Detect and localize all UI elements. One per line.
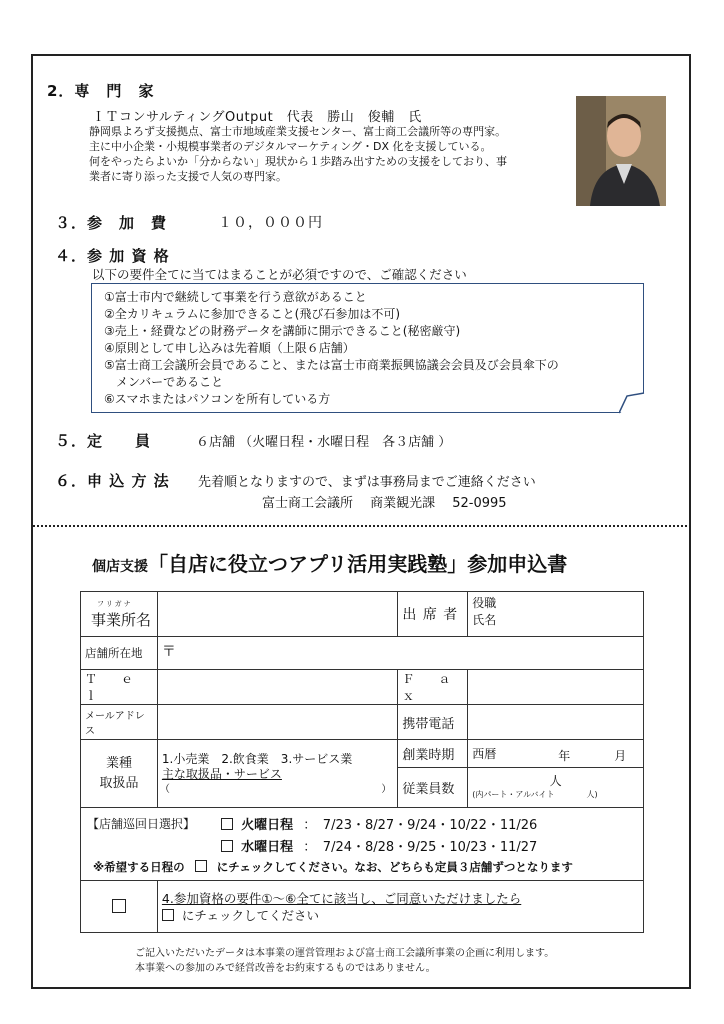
eligibility-item: ④原則として申し込みは先着順（上限６店舗）	[104, 341, 355, 355]
industry-label: 業種 取扱品	[81, 740, 158, 808]
wednesday-dates: ： 7/24・8/28・9/25・10/23・11/27	[303, 840, 538, 855]
tuesday-dates: ： 7/23・8/27・9/24・10/22・11/26	[303, 818, 538, 833]
tuesday-checkbox[interactable]	[221, 818, 233, 830]
email-label: メールアドレス	[81, 705, 158, 740]
footer-note-2: 本事業への参加のみで経営改善をお約束するものではありません。	[135, 963, 436, 974]
business-name-field[interactable]	[157, 592, 397, 637]
employees-field[interactable]: 人 (内パート・アルバイト 人)	[468, 768, 644, 808]
section-fee-heading: ３．参 加 費	[55, 214, 168, 232]
industry-options: 1.小売業 2.飲食業 3.サービス業	[161, 751, 353, 766]
schedule-note: ※希望する日程の にチェックしてください。なお、どちらも定員３店舗ずつとなります	[93, 860, 573, 874]
business-name-label: フリガナ 事業所名	[81, 592, 158, 637]
role-label: 役職	[472, 596, 497, 610]
furigana-label: フリガナ	[97, 599, 133, 608]
agreement-text: 4.参加資格の要件①～⑥全てに該当し、ご同意いただけましたら にチェックしてください	[157, 881, 643, 933]
capacity-value: ６店舗 （火曜日程・水曜日程 各３店舗 ）	[196, 435, 452, 450]
eligibility-item: ⑤富士商工会議所会員であること、または富士市商業振興協議会会員及び会員傘下の	[104, 358, 559, 372]
apply-contact: 富士商工会議所 商業観光課 52-0995	[262, 496, 507, 511]
form-title-prefix: 個店支援	[92, 559, 148, 575]
expert-desc-1: 静岡県よろず支援拠点、富士市地域産業支援センター、富士商工会議所等の専門家。	[89, 125, 507, 138]
apply-value: 先着順となりますので、まずは事務局までご連絡ください	[198, 475, 536, 490]
application-form	[80, 591, 644, 933]
tel-label: Ｔ ｅ ｌ	[81, 670, 158, 705]
folded-corner-icon	[619, 392, 645, 414]
person-name-label: 氏名	[472, 613, 497, 627]
form-title-main: 「自店に役立つアプリ活用実践塾」参加申込書	[148, 552, 568, 576]
mobile-label: 携帯電話	[398, 705, 468, 740]
main-items-label: 主な取扱品・サービス	[161, 766, 282, 781]
eligibility-intro: 以下の要件全てに当てはまることが必須ですので、ご確認ください	[92, 267, 467, 282]
eligibility-item: メンバーであること	[104, 375, 224, 389]
industry-field[interactable]: 1.小売業 2.飲食業 3.サービス業 主な取扱品・サービス （ ）	[157, 740, 397, 808]
tel-field[interactable]	[157, 670, 397, 705]
section-expert-heading: 2．専 門 家	[47, 82, 155, 100]
footer-note-1: ご記入いただいたデータは本事業の運営管理および富士商工会議所事業の企画に利用します。	[135, 948, 555, 959]
section-apply-heading: ６．申 込 方 法	[55, 472, 170, 490]
expert-desc-4: 業者に寄り添った支援で人気の専門家。	[89, 170, 287, 183]
eligibility-item: ⑥スマホまたはパソコンを所有している方	[104, 392, 331, 406]
address-field[interactable]	[157, 637, 643, 670]
eligibility-item: ②全カリキュラムに参加できること(飛び石参加は不可)	[104, 307, 401, 321]
eligibility-item: ①富士市内で継続して事業を行う意欲があること	[104, 290, 367, 304]
tuesday-option[interactable]: 火曜日程 ： 7/23・8/27・9/24・10/22・11/26	[221, 814, 537, 833]
employees-breakdown: (内パート・アルバイト 人)	[472, 789, 598, 799]
eligibility-item: ③売上・経費などの財務データを講師に開示できること(秘密厳守)	[104, 324, 461, 338]
agreement-checkbox-icon	[162, 909, 174, 921]
fax-label: Ｆ ａ ｘ	[398, 670, 468, 705]
expert-name: ＩＴコンサルティングOutput 代表 勝山 俊輔 氏	[92, 110, 422, 125]
expert-desc-3: 何をやったらよいか「分からない」現状から１歩踏み出すための支援をしており、事	[89, 155, 507, 168]
eligibility-box	[91, 283, 644, 413]
wednesday-option[interactable]: 水曜日程 ： 7/24・8/28・9/25・10/23・11/27	[221, 836, 537, 855]
mobile-field[interactable]	[468, 705, 644, 740]
expert-desc-2: 主に中小企業・小規模事業者のデジタルマーケティング・DX 化を支援している。	[89, 140, 492, 153]
section-eligibility-heading: ４．参 加 資 格	[55, 247, 170, 265]
schedule-label: 【店舗巡回日選択】	[87, 817, 196, 831]
fax-field[interactable]	[468, 670, 644, 705]
agreement-checkbox-cell[interactable]	[81, 881, 158, 933]
attendee-field[interactable]	[468, 592, 644, 637]
employees-label: 従業員数	[398, 768, 468, 808]
agreement-checkbox[interactable]	[112, 899, 126, 913]
fee-value: １０，０００円	[218, 215, 323, 231]
form-title	[92, 548, 567, 577]
address-label: 店舗所在地	[81, 637, 158, 670]
founded-label: 創業時期	[398, 740, 468, 768]
postal-mark: 〒	[161, 644, 176, 660]
section-capacity-heading: ５．定 員	[55, 432, 152, 450]
cut-line	[33, 525, 691, 527]
founded-field[interactable]: 西暦 年 月	[468, 740, 644, 768]
expert-photo	[576, 96, 666, 206]
wednesday-checkbox[interactable]	[221, 840, 233, 852]
email-field[interactable]	[157, 705, 397, 740]
schedule-section	[81, 808, 644, 881]
note-checkbox-icon	[195, 860, 207, 872]
attendee-label: 出 席 者	[398, 592, 468, 637]
